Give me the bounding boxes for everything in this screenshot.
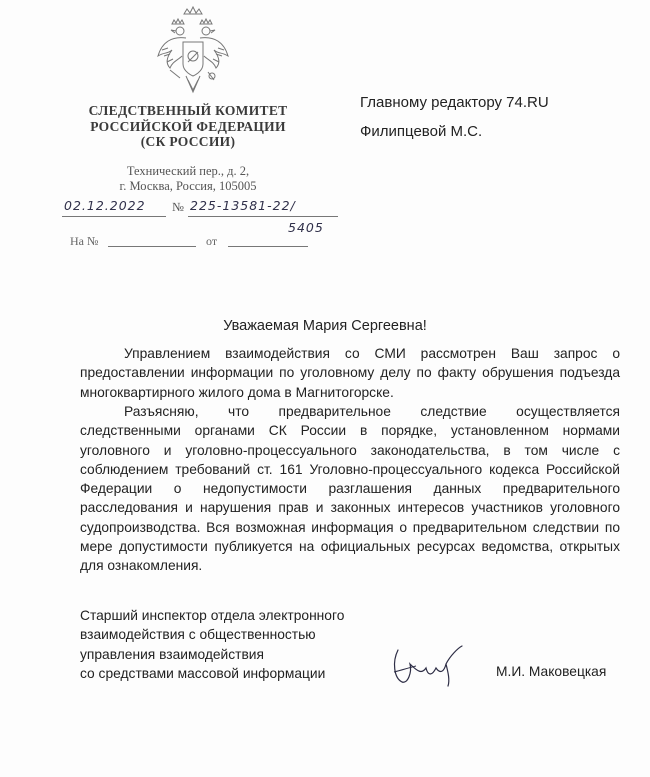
recipient-block [360,94,600,140]
address-line-2: г. Москва, Россия, 105005 [119,179,257,193]
ref-number-label: На № [70,234,99,248]
body-paragraph-2: Разъясняю, что предварительное следствие осуществляется следственными органами СК России в порядке, установленном нормами уголовного и уголовно-процессуального законодательства, в том числе с соблюдением требований ст. 161 Уголовно-процессуального кодекса Российской Федерации о недопустимости разглашения данных предварительного расследования и нарушения прав и законных интересов участников уголовного судопроизводства. Вся возможная информация о предварительном следствии по мере допустимости публикуется на официальных ресурсах ведомства, открытых для ознакомления. [80,404,620,574]
address-line-1: Технический пер., д. 2, [126,164,250,178]
registration-date: 02.12.2022 [64,198,146,213]
org-line-2: РОССИЙСКОЙ ФЕДЕРАЦИИ [90,118,286,134]
handwritten-signature [388,642,468,688]
org-line-3: (СК РОССИИ) [140,134,236,149]
signer-title-line-2: взаимодействия с общественностью [80,627,316,643]
ref-from-label: от [206,234,218,248]
org-line-1: СЛЕДСТВЕННЫЙ КОМИТЕТ [88,103,288,118]
signer-name: М.И. Маковецкая [496,664,607,679]
organization-name [82,103,294,150]
registration-number: 225-13581-22/ [190,198,296,213]
number-sign: № [172,200,185,214]
reference-row [70,234,340,252]
organization-address [100,164,276,194]
date-underline [62,216,166,217]
signer-title-line-4: со средствами массовой информации [80,665,326,681]
recipient-position: Главному редактору 74.RU [360,94,549,111]
ref-date-line [228,246,308,247]
signer-title-line-1: Старший инспектор отдела электронного [80,608,345,623]
number-underline [188,216,338,217]
registration-number-suffix: 5405 [288,220,324,235]
recipient-name: Филипцевой М.С. [360,123,483,140]
body-paragraph-1: Управлением взаимодействия со СМИ рассмотрен Ваш запрос о предоставлении информации по уголовному делу по факту обрушения подъезда многоквартирного жилого дома в Магнитогорске. [80,346,620,400]
signer-title [80,606,380,683]
signer-title-line-3: управления взаимодействия [80,646,264,662]
ref-number-line [108,246,196,247]
salutation: Уважаемая Мария Сергеевна! [223,318,427,334]
coat-of-arms-emblem [150,4,236,100]
